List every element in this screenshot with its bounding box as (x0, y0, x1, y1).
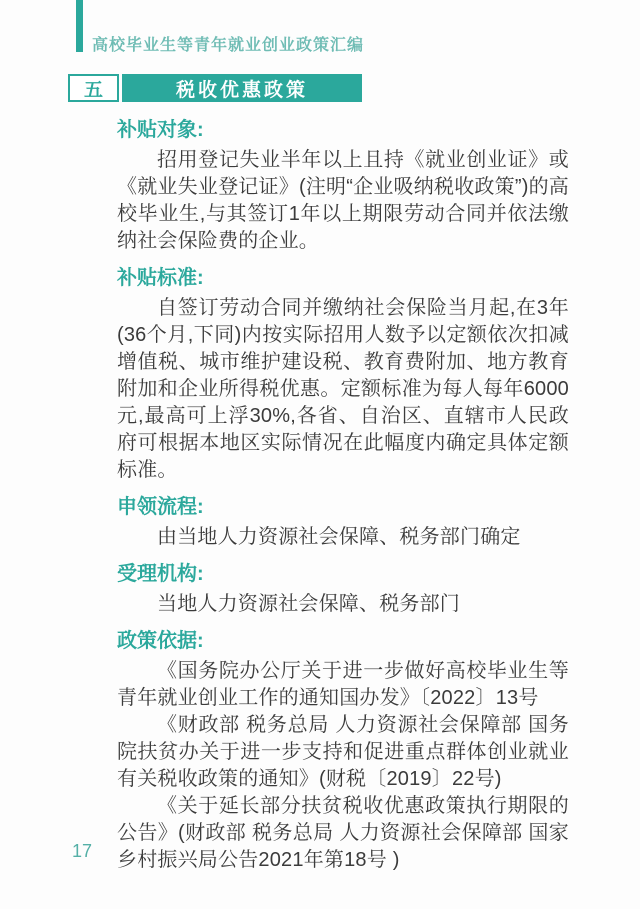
document-header-title: 高校毕业生等青年就业创业政策汇编 (92, 37, 365, 54)
section-number-box: 五 (68, 74, 119, 102)
paragraph-accepting-agency: 当地人力资源社会保障、税务部门 (157, 593, 460, 615)
section-banner (68, 74, 362, 102)
section-heading-accepting-agency: 受理机构: (117, 563, 204, 585)
section-heading-subsidy-standard: 补贴标准: (117, 267, 204, 289)
paragraph-policy-ref-2: 《财政部 税务总局 人力资源社会保障部 国务院扶贫办关于进一步支持和促进重点群体创业就业有关税收政策的通知》(财税〔2019〕22号) (117, 714, 569, 790)
page-number: 17 (72, 841, 93, 861)
paragraph-policy-ref-1: 《国务院办公厅关于进一步做好高校毕业生等青年就业创业工作的通知国办发》〔2022〕13号 (117, 660, 569, 709)
paragraph-policy-ref-3: 《关于延长部分扶贫税收优惠政策执行期限的公告》(财政部 税务总局 人力资源社会保障部 国家乡村振兴局公告2021年第18号 ) (117, 795, 569, 871)
paragraph-application-process: 由当地人力资源社会保障、税务部门确定 (157, 526, 521, 548)
section-heading-policy-basis: 政策依据: (117, 630, 204, 652)
section-heading-subsidy-target: 补贴对象: (117, 119, 204, 141)
section-heading-application-process: 申领流程: (117, 496, 204, 518)
paragraph-subsidy-standard: 自签订劳动合同并缴纳社会保险当月起,在3年(36个月,下同)内按实际招用人数予以定额依次扣减增值税、城市维护建设税、教育费附加、地方教育附加和企业所得税优惠。定额标准为每人每年6000元,最高可上浮30%,各省、自治区、直辖市人民政府可根据本地区实际情况在此幅度内确定具体定额标准。 (117, 297, 569, 481)
section-title-bar: 税收优惠政策 (122, 74, 362, 102)
content-area (117, 117, 569, 874)
header-accent-bar (76, 0, 83, 52)
paragraph-subsidy-target: 招用登记失业半年以上且持《就业创业证》或《就业失业登记证》(注明“企业吸纳税收政策”)的高校毕业生,与其签订1年以上期限劳动合同并依法缴纳社会保险费的企业。 (117, 149, 569, 252)
